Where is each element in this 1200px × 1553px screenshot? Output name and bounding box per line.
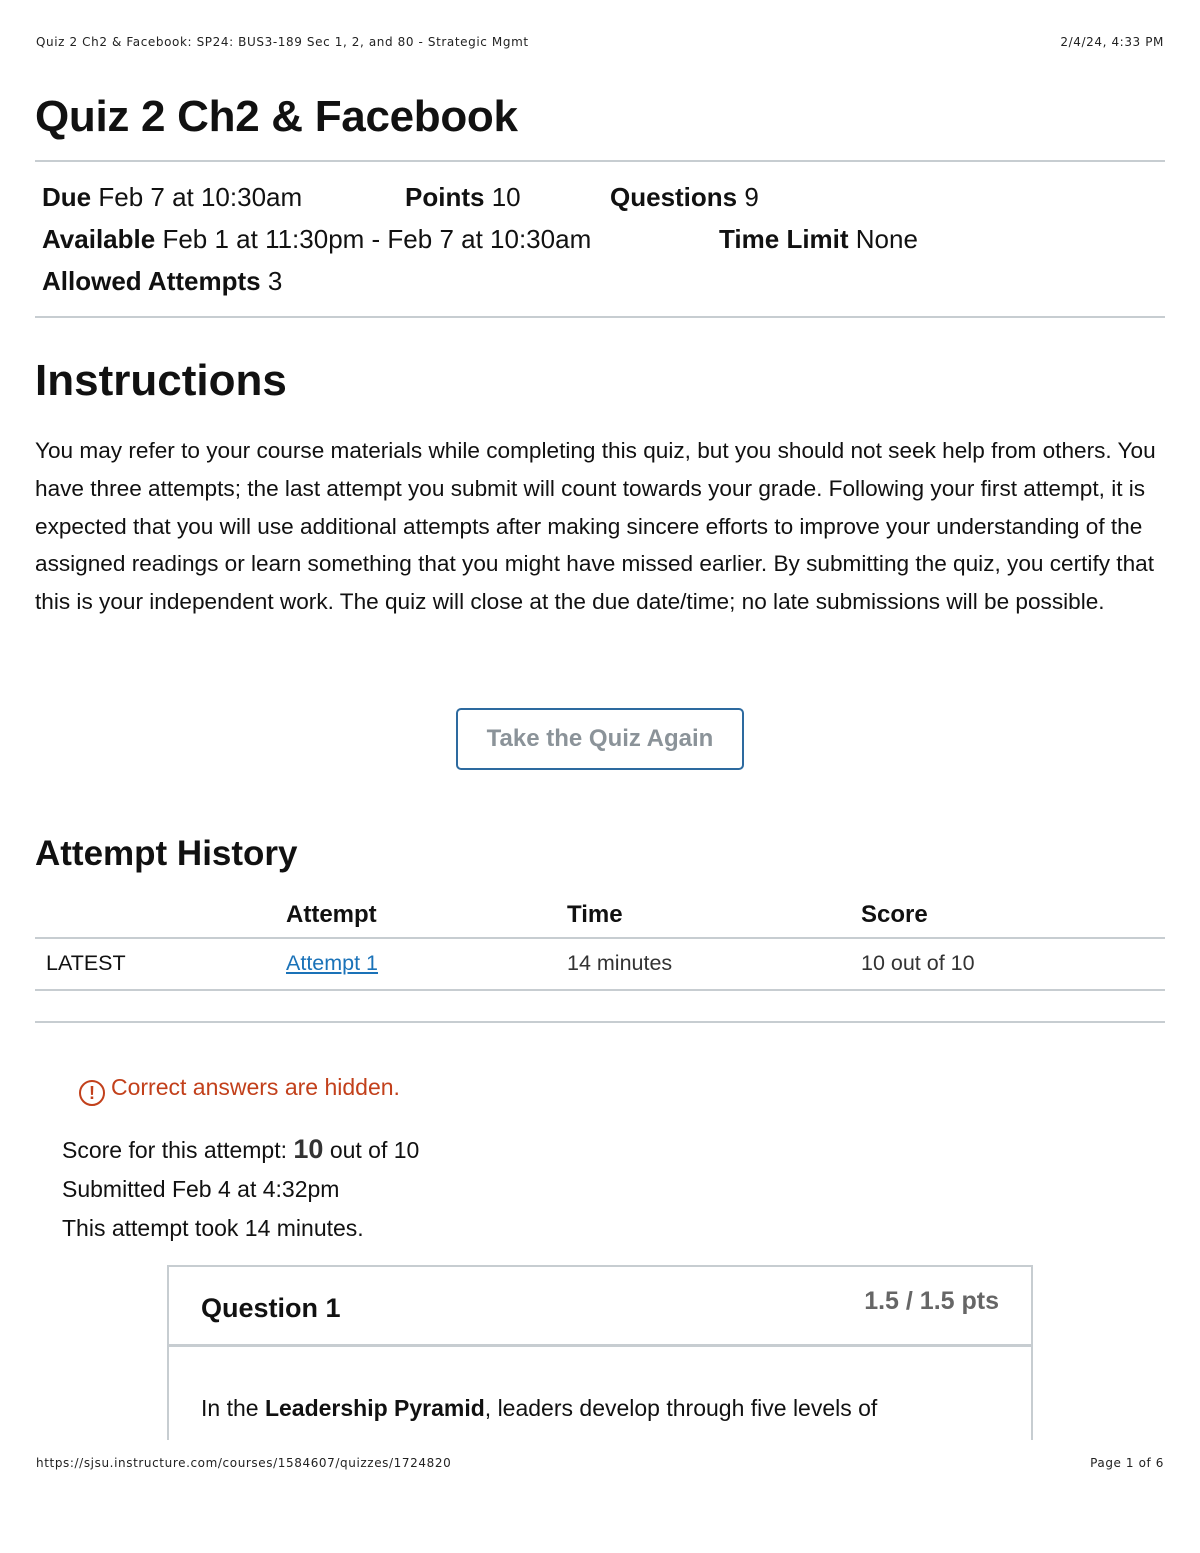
question-text: In the Leadership Pyramid, leaders develop through five levels of	[201, 1395, 878, 1421]
print-datetime: 2/4/24, 4:33 PM	[1060, 35, 1164, 49]
duration-line: This attempt took 14 minutes.	[62, 1215, 364, 1241]
instructions-heading: Instructions	[35, 356, 287, 405]
table-header	[35, 893, 1165, 939]
question-header	[169, 1267, 1031, 1347]
column-header-score: Score	[861, 901, 928, 928]
exclamation-circle-icon: !	[79, 1080, 105, 1106]
divider	[35, 160, 1165, 162]
allowed-attempts-detail: Allowed Attempts 3	[42, 266, 283, 296]
attempt-history-table	[35, 893, 1165, 991]
page-title: Quiz 2 Ch2 & Facebook	[35, 92, 518, 141]
attempt-score: 10 out of 10	[861, 951, 975, 975]
answers-hidden-warning	[79, 1074, 400, 1106]
attempt-history-heading: Attempt History	[35, 834, 298, 873]
question-title: Question 1	[201, 1293, 341, 1323]
take-quiz-again-button[interactable]: Take the Quiz Again	[456, 708, 744, 770]
print-url: https://sjsu.instructure.com/courses/1584607/quizzes/1724820	[36, 1456, 452, 1470]
divider	[35, 1021, 1165, 1023]
print-page-number: Page 1 of 6	[1090, 1456, 1164, 1470]
attempt-1-link[interactable]: Attempt 1	[286, 951, 379, 975]
attempt-time: 14 minutes	[567, 951, 673, 975]
question-1-card	[167, 1265, 1033, 1440]
table-row	[35, 939, 1165, 991]
attempt-status: LATEST	[46, 951, 126, 975]
available-detail: Available Feb 1 at 11:30pm - Feb 7 at 10:30am	[42, 224, 592, 254]
points-detail: Points 10	[405, 182, 521, 212]
time-limit-detail: Time Limit None	[719, 224, 918, 254]
attempt-cell	[286, 951, 378, 976]
column-header-attempt: Attempt	[286, 901, 377, 928]
print-page-title: Quiz 2 Ch2 & Facebook: SP24: BUS3-189 Sec 1, 2, and 80 - Strategic Mgmt	[36, 35, 529, 49]
due-detail: Due Feb 7 at 10:30am	[42, 182, 303, 212]
print-footer	[36, 1456, 1164, 1470]
attempt-summary	[62, 1130, 419, 1248]
warning-text: Correct answers are hidden.	[111, 1074, 400, 1100]
print-header	[36, 35, 1164, 49]
score-line: Score for this attempt: 10 out of 10	[62, 1134, 420, 1164]
questions-detail: Questions 9	[610, 182, 759, 212]
question-points: 1.5 / 1.5 pts	[864, 1287, 999, 1315]
submitted-line: Submitted Feb 4 at 4:32pm	[62, 1176, 340, 1202]
instructions-text: You may refer to your course materials while completing this quiz, but you should not seek help from others. You have three attempts; the last attempt you submit will count towards your grade. Following your first attempt, it is expected that you will use additional attempts after making sincere efforts to improve your understanding of the assigned readings or learn something that you might have missed earlier. By submitting the quiz, you certify that this is your independent work. The quiz will close at the due date/time; no late submissions will be possible.	[35, 438, 1156, 615]
score-value: 10	[293, 1134, 324, 1164]
column-header-time: Time	[567, 901, 623, 928]
divider	[35, 316, 1165, 318]
